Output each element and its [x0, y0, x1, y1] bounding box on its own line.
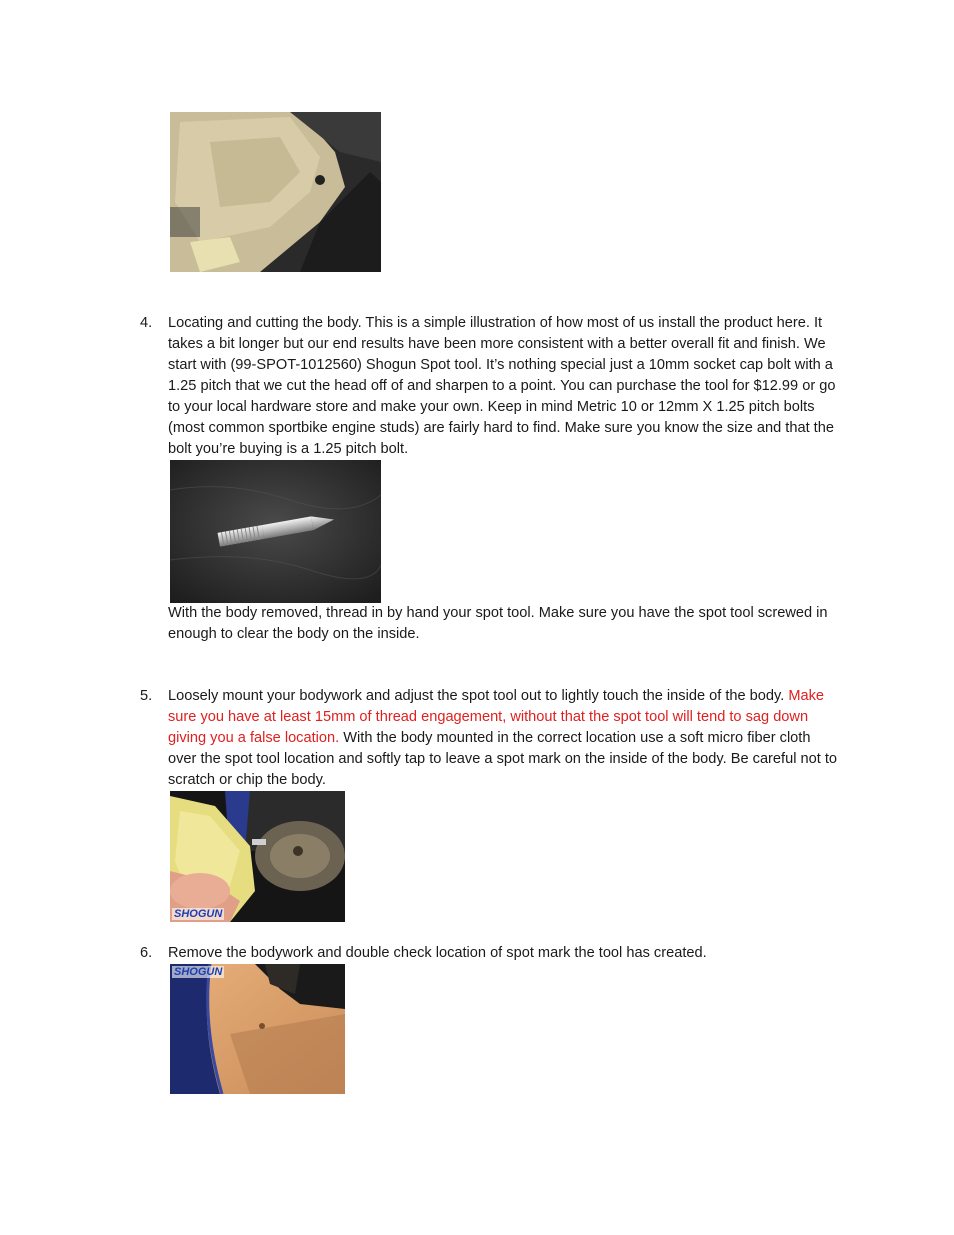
step-text: Remove the bodywork and double check location of spot mark the tool has created. — [168, 945, 707, 961]
step-text: Locating and cutting the body. This is a simple illustration of how most of us install the product here. It takes a bit longer but our end results have been more consistent with a better overall fit and finish. We start with (99-SPOT-1012560) Shogun Spot tool. It’s nothing special just a 10mm socket cap bolt with a 1.25 pitch that we cut the head off of and sharpen to a point. You can purchase the tool for $12.99 or go to your local hardware store and make your own. Keep in mind Metric 10 or 12mm X 1.25 pitch bolts (most common sportbike engine studs) are fairly hard to find. Make sure you know the size and that the bolt you’re buying is a 1.25 pitch bolt. — [168, 315, 836, 457]
shogun-logo-2: SHOGUN — [174, 966, 223, 978]
step-text — [168, 686, 840, 791]
step-number: 5. — [140, 688, 153, 704]
photo-masked-bodywork — [170, 112, 381, 272]
step-number: 4. — [140, 315, 153, 331]
warning-text: Make sure you have at least 15mm of thread engagement, without that the spot tool will tend to sag down giving you a false location. — [168, 688, 825, 746]
step-text-intro: Loosely mount your bodywork and adjust the spot tool out to lightly touch the inside of the body. — [168, 688, 789, 704]
photo-spot-tool — [170, 460, 381, 603]
step-text-continued: With the body mounted in the correct location use a soft micro fiber cloth over the spot tool location and softly tap to leave a spot mark on the inside of the body. Be careful not to scratch or chip the body. — [168, 730, 838, 788]
step-4-followup-text: With the body removed, thread in by hand your spot tool. Make sure you have the spot tool screwed in enough to clear the body on the inside. — [168, 605, 828, 642]
step-number: 6. — [140, 945, 153, 961]
shogun-logo-1: SHOGUN — [174, 908, 223, 920]
photo-spot-mark — [170, 964, 345, 1094]
photo-cloth-tap — [170, 791, 345, 922]
